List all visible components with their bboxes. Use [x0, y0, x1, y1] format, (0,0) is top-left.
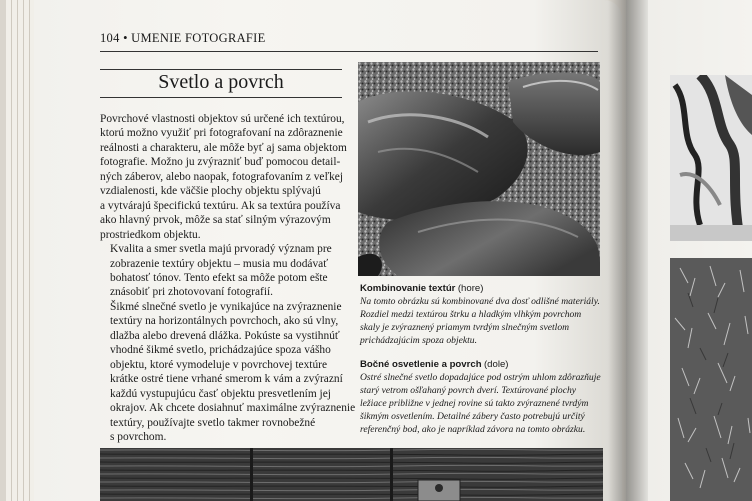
- caption-bottom: [360, 358, 602, 437]
- caption-position: (hore): [457, 283, 484, 294]
- caption-position: (dole): [483, 359, 509, 370]
- text-line: zobrazenie textúry objektu – musia mu dodávať: [110, 257, 329, 270]
- text-line: ných záberov, alebo naopak, fotografovaním z veľkej: [100, 170, 343, 183]
- text-line: bohatosť tónov. Tento efekt sa môže potom ešte: [110, 271, 328, 284]
- text-line: Kvalita a smer svetla majú prvoradý význam pre: [110, 243, 332, 256]
- article-body: [100, 112, 356, 444]
- text-line: okrajov. Ak chcete dosiahnuť maximálne zvýraznenie: [110, 402, 356, 415]
- article-title: Svetlo a povrch: [158, 71, 284, 93]
- text-line: a vytvárajú špecifickú textúru. Ak sa textúra používa: [100, 199, 341, 212]
- title-rule: [100, 69, 342, 70]
- text-line: Šikmé slnečné svetlo je vynikajúce na zvýraznenie: [110, 300, 342, 313]
- caption-line: Ostré slnečné svetlo dopadajúce pod ostrým uhlom zdôrazňuje: [360, 372, 601, 384]
- running-head: 104 • UMENIE FOTOGRAFIE: [100, 31, 266, 45]
- book-gutter: [608, 0, 648, 501]
- caption-top: [360, 282, 602, 347]
- text-line: fotografie. Možno ju zvýrazniť buď pomocou detail-: [100, 156, 341, 169]
- caption-line: starý vetrom ošľahaný povrch dverí. Textúrované plochy: [360, 385, 577, 397]
- caption-line: šikmým osvetlením. Detailné zábery často potrebujú určitý: [360, 411, 585, 423]
- paragraph: [100, 112, 348, 242]
- paragraph: [100, 300, 356, 445]
- text-line: prostriedkom objektu.: [100, 228, 201, 241]
- text-line: textúry, používajte svetlo takmer rovnobežné: [110, 416, 316, 429]
- caption-line: skaly je zvýraznený priamym tvrdým slnečným svetlom: [360, 322, 570, 334]
- paragraph: [100, 242, 348, 300]
- caption-title: Kombinovanie textúr: [360, 283, 456, 294]
- caption-line: prichádzajúcim spoza objektu.: [360, 335, 477, 347]
- text-line: s povrchom.: [110, 430, 167, 443]
- text-line: ako hlavný prvok, môže sa stať silným výrazovým: [100, 214, 331, 227]
- caption-title: Bočné osvetlenie a povrch: [360, 359, 482, 370]
- fur-texture-photo: [670, 258, 752, 501]
- caption-line: ležiace približne v jednej rovine sú takto zvýraznené tvrdým: [360, 398, 589, 410]
- text-line: vzdialenosti, kde väčšie plochy objektu splývajú: [100, 185, 321, 198]
- text-line: vhodné šikmé svetlo, prichádzajúce spoza vášho: [110, 344, 331, 357]
- text-line: reálnosti a charakteru, ale môže byť aj sama objektom: [100, 141, 347, 154]
- caption-line: Rozdiel medzi textúrou štrku a hladkým vlhkým povrchom: [360, 309, 582, 321]
- text-line: textúry na horizontálnych povrchoch, ako sú vlny,: [110, 315, 339, 328]
- metal-object-photo: [670, 75, 752, 241]
- text-line: ktorú možno využiť pri fotografovaní na zdôraznenie: [100, 127, 343, 140]
- text-line: znásobiť pri zhotovovaní fotografií.: [110, 286, 274, 299]
- text-line: Povrchové vlastnosti objektov sú určené ich textúrou,: [100, 113, 345, 125]
- text-line: každú vystupujúcu časť objektu presvetlením jej: [110, 387, 331, 400]
- text-line: objektu, ktoré vymodeluje v povrchovej textúre: [110, 358, 327, 371]
- text-line: krátke ostré tiene vrhané smerom k vám a zvýrazní: [110, 373, 343, 386]
- caption-line: referenčný bod, ako je napríklad závora na tomto obrázku.: [360, 424, 586, 436]
- title-rule: [100, 97, 342, 98]
- text-line: dlažba alebo drevená dlážka. Pokúste sa vystihnúť: [110, 329, 340, 342]
- header-rule: [100, 51, 598, 52]
- caption-line: Na tomto obrázku sú kombinované dva dosť odlišné materiály.: [360, 296, 600, 308]
- weathered-door-photo: [100, 448, 603, 501]
- rock-gravel-photo: [358, 62, 600, 276]
